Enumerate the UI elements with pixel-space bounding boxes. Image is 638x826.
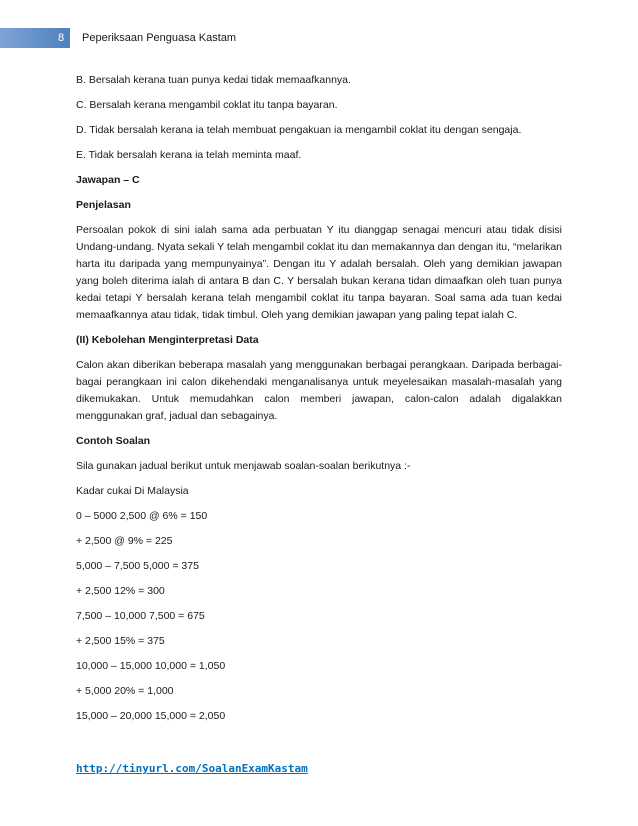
- tax-row: + 2,500 12% = 300: [76, 585, 165, 597]
- section-paragraph: Calon akan diberikan beberapa masalah yang menggunakan berbagai perangkaan. Daripada berbagai-bagai perangkaan ini calon dikehendaki menganalisanya untuk meyelesaikan masalah-masalah yang dikemukakan. Untuk memudahkan calon memberi jawapan, calon-calon adalah digalakkan menggunakan graf, jadual dan sebagainya.: [76, 359, 562, 422]
- tax-row: 7,500 – 10,000 7,500 = 675: [76, 610, 205, 622]
- tax-row: + 5,000 20% = 1,000: [76, 685, 174, 697]
- option-e: E. Tidak bersalah kerana ia telah meminta maaf.: [76, 149, 302, 161]
- tax-row: 10,000 – 15,000 10,000 = 1,050: [76, 660, 226, 672]
- section-heading: (II) Kebolehan Menginterpretasi Data: [76, 334, 259, 346]
- tax-row: 15,000 – 20,000 15,000 = 2,050: [76, 710, 226, 722]
- option-b: B. Bersalah kerana tuan punya kedai tidak memaafkannya.: [76, 74, 351, 86]
- explanation-paragraph: Persoalan pokok di sini ialah sama ada perbuatan Y itu dianggap senagai mencuri atau tidak disisi Undang-undang. Nyata sekali Y telah mengambil coklat itu dan memakannya dan dengan itu, “melarikan harta itu daripada yang mempunyainya”. Dengan itu Y adalah bersalah. Oleh yang demikian jawapan yang boleh diterima ialah di antara B dan C. Y bersalah bukan kerana tidan dimaafkan oleh tuan punya kedai tetapi Y bersalah kerana telah mengambil coklat itu tanpa bayaran. Soal sama ada tuan kedai memaafkannya atau tidak, tidak timbul. Oleh yang demikian jawapan yang paling tepat ialah C.: [76, 224, 562, 321]
- header-title: Peperiksaan Penguasa Kastam: [82, 32, 237, 44]
- explanation-heading: Penjelasan: [76, 199, 131, 211]
- page-number: 8: [57, 32, 65, 44]
- document-body: [76, 72, 562, 733]
- footer-link[interactable]: http://tinyurl.com/SoalanExamKastam: [76, 762, 308, 775]
- page-header: [0, 28, 638, 48]
- answer-heading: Jawapan – C: [76, 174, 140, 186]
- tax-row: 0 – 5000 2,500 @ 6% = 150: [76, 510, 208, 522]
- tax-row: 5,000 – 7,500 5,000 = 375: [76, 560, 199, 572]
- example-heading: Contoh Soalan: [76, 435, 151, 447]
- table-title: Kadar cukai Di Malaysia: [76, 485, 189, 497]
- tax-row: + 2,500 15% = 375: [76, 635, 165, 647]
- option-d: D. Tidak bersalah kerana ia telah membuat pengakuan ia mengambil coklat itu dengan sengaja.: [76, 124, 522, 136]
- tax-row: + 2,500 @ 9% = 225: [76, 535, 173, 547]
- instruction-line: Sila gunakan jadual berikut untuk menjawab soalan-soalan berikutnya :-: [76, 460, 411, 472]
- option-c: C. Bersalah kerana mengambil coklat itu tanpa bayaran.: [76, 99, 338, 111]
